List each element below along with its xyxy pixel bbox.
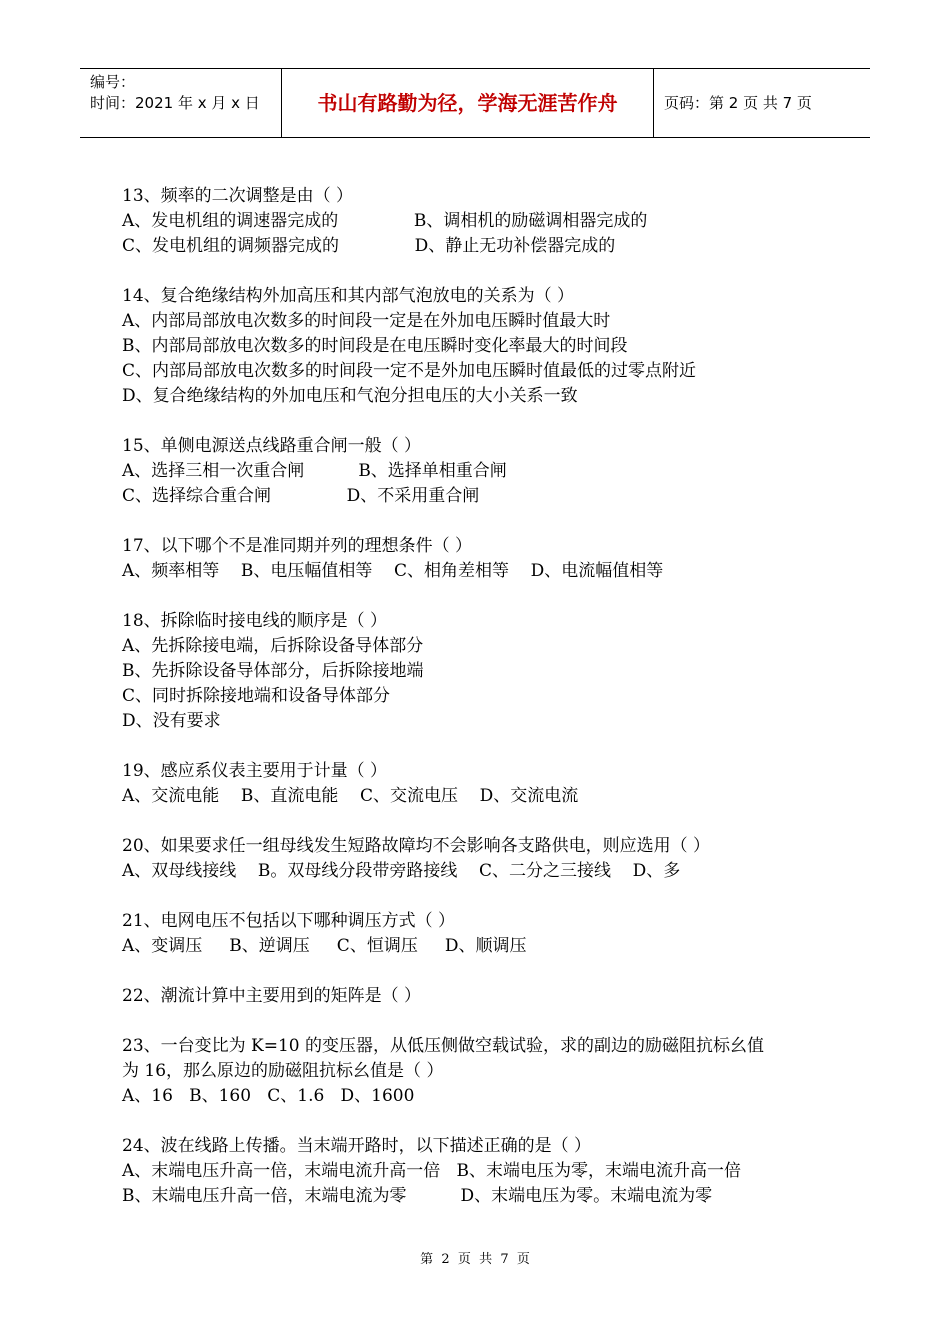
- question-block: [122, 834, 842, 884]
- question-stem: 19、感应系仪表主要用于计量（ ）: [122, 761, 388, 781]
- question-stem: 18、拆除临时接电线的顺序是（ ）: [122, 611, 388, 631]
- question-option-line: A、发电机组的调速器完成的 B、调相机的励磁调相器完成的: [122, 211, 648, 231]
- question-option-line: C、选择综合重合闸 D、不采用重合闸: [122, 486, 480, 506]
- question-block: [122, 609, 842, 734]
- question-option-line: A、末端电压升高一倍，末端电流升高一倍 B、末端电压为零，末端电流升高一倍: [122, 1161, 741, 1181]
- number-label: 编号：: [90, 73, 136, 91]
- question-option-line: A、频率相等 B、电压幅值相等 C、相角差相等 D、电流幅值相等: [122, 561, 664, 581]
- question-block: [122, 284, 842, 409]
- question-option-line: 为 16，那么原边的励磁阻抗标幺值是（ ）: [122, 1061, 444, 1081]
- question-stem: 22、潮流计算中主要用到的矩阵是（ ）: [122, 986, 422, 1006]
- question-stem: 15、单侧电源送点线路重合闸一般（ ）: [122, 436, 422, 456]
- question-block: [122, 1134, 842, 1209]
- footer-page-number: 第 2 页 共 7 页: [420, 1252, 530, 1267]
- question-stem: 14、复合绝缘结构外加高压和其内部气泡放电的关系为（ ）: [122, 286, 575, 306]
- question-block: [122, 759, 842, 809]
- header-page-code: 页码：第 2 页 共 7 页: [664, 94, 812, 112]
- question-stem: 23、一台变比为 K=10 的变压器，从低压侧做空载试验，求的副边的励磁阻抗标幺值: [122, 1036, 765, 1056]
- question-option-line: B、末端电压升高一倍，末端电流为零 D、末端电压为零。末端电流为零: [122, 1186, 713, 1206]
- question-option-line: A、选择三相一次重合闸 B、选择单相重合闸: [122, 461, 507, 481]
- question-block: [122, 1034, 842, 1109]
- question-stem: 13、频率的二次调整是由（ ）: [122, 186, 354, 206]
- header-motto: 书山有路勤为径，学海无涯苦作舟: [282, 69, 654, 137]
- question-option-line: A、先拆除接电端，后拆除设备导体部分: [122, 636, 424, 656]
- header-left-cell: [80, 69, 282, 137]
- question-option-line: A、变调压 B、逆调压 C、恒调压 D、顺调压: [122, 936, 527, 956]
- question-option-line: A、交流电能 B、直流电能 C、交流电压 D、交流电流: [122, 786, 579, 806]
- question-option-line: C、同时拆除接地端和设备导体部分: [122, 686, 391, 706]
- question-block: [122, 184, 842, 259]
- question-option-line: A、16 B、160 C、1.6 D、1600: [122, 1086, 415, 1106]
- question-list: [122, 184, 842, 1234]
- question-stem: 24、波在线路上传播。当末端开路时，以下描述正确的是（ ）: [122, 1136, 592, 1156]
- time-label: 时间：2021 年 x 月 x 日: [90, 94, 260, 112]
- page-footer: [0, 1248, 950, 1267]
- page-header: [80, 68, 870, 138]
- question-option-line: B、先拆除设备导体部分，后拆除接地端: [122, 661, 424, 681]
- question-stem: 17、以下哪个不是准同期并列的理想条件（ ）: [122, 536, 473, 556]
- question-option-line: D、复合绝缘结构的外加电压和气泡分担电压的大小关系一致: [122, 386, 578, 406]
- question-stem: 21、电网电压不包括以下哪种调压方式（ ）: [122, 911, 456, 931]
- question-option-line: D、没有要求: [122, 711, 221, 731]
- question-option-line: B、内部局部放电次数多的时间段是在电压瞬时变化率最大的时间段: [122, 336, 628, 356]
- question-block: [122, 534, 842, 584]
- question-stem: 20、如果要求任一组母线发生短路故障均不会影响各支路供电，则应选用（ ）: [122, 836, 711, 856]
- question-block: [122, 909, 842, 959]
- question-option-line: A、双母线接线 B。双母线分段带旁路接线 C、二分之三接线 D、多: [122, 861, 681, 881]
- question-block: [122, 984, 842, 1009]
- question-option-line: C、发电机组的调频器完成的 D、静止无功补偿器完成的: [122, 236, 616, 256]
- question-option-line: A、内部局部放电次数多的时间段一定是在外加电压瞬时值最大时: [122, 311, 611, 331]
- question-block: [122, 434, 842, 509]
- question-option-line: C、内部局部放电次数多的时间段一定不是外加电压瞬时值最低的过零点附近: [122, 361, 697, 381]
